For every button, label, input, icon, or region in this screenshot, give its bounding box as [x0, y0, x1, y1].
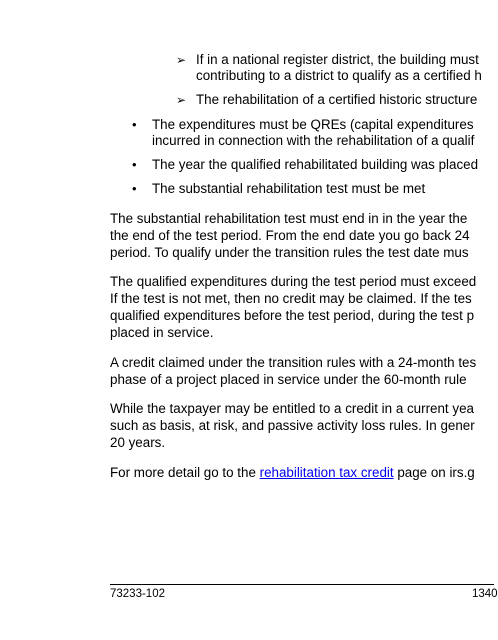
bullet-1-line-2: incurred in connection with the rehabilitation of a qualif: [152, 133, 475, 148]
sub-bullet-1-line-1: If in a national register district, the building must: [196, 52, 479, 67]
paragraph-1-line-1: The substantial rehabilitation test must end in in the year the: [110, 211, 468, 226]
footer-divider: [110, 584, 494, 585]
bullet-2-line-1: The year the qualified rehabilitated building was placed: [152, 157, 479, 172]
paragraph-2-line-2: If the test is not met, then no credit may be claimed. If the tes: [110, 291, 472, 306]
rehabilitation-tax-credit-link[interactable]: rehabilitation tax credit: [259, 465, 394, 480]
paragraph-4-line-1: While the taxpayer may be entitled to a credit in a current yea: [110, 401, 474, 416]
footer-document-number: 73233-102: [110, 588, 165, 600]
bullet-1-line-1: The expenditures must be QREs (capital expenditures: [152, 117, 474, 132]
sub-bullet-2-line-1: The rehabilitation of a certified historic structure: [196, 92, 478, 107]
bullet-icon: •: [132, 157, 137, 172]
sub-bullet-1-line-2: contributing to a district to qualify as a certified h: [196, 68, 482, 83]
arrow-bullet-icon: ➢: [176, 53, 187, 67]
paragraph-2-line-3: qualified expenditures before the test period, during the test p: [110, 308, 475, 323]
footer-page-number: 1340: [472, 588, 498, 600]
paragraph-1-line-3: period. To qualify under the transition rules the test date mus: [110, 245, 469, 260]
more-detail-prefix: For more detail go to the: [110, 465, 260, 480]
paragraph-3-line-1: A credit claimed under the transition rules with a 24-month tes: [110, 355, 477, 370]
more-detail-line: [110, 465, 475, 481]
bullet-3-line-1: The substantial rehabilitation test must be met: [152, 181, 426, 196]
paragraph-4-line-3: 20 years.: [110, 435, 166, 450]
paragraph-2-line-1: The qualified expenditures during the test period must exceed: [110, 274, 477, 289]
paragraph-4-line-2: such as basis, at risk, and passive activity loss rules. In gener: [110, 418, 475, 433]
paragraph-2-line-4: placed in service.: [110, 325, 214, 340]
paragraph-3-line-2: phase of a project placed in service under the 60-month rule: [110, 372, 467, 387]
bullet-icon: •: [132, 181, 137, 196]
bullet-icon: •: [132, 117, 137, 132]
paragraph-1-line-2: the end of the test period. From the end date you go back 24: [110, 228, 470, 243]
more-detail-suffix: page on irs.g: [393, 465, 475, 480]
arrow-bullet-icon: ➢: [176, 93, 187, 107]
